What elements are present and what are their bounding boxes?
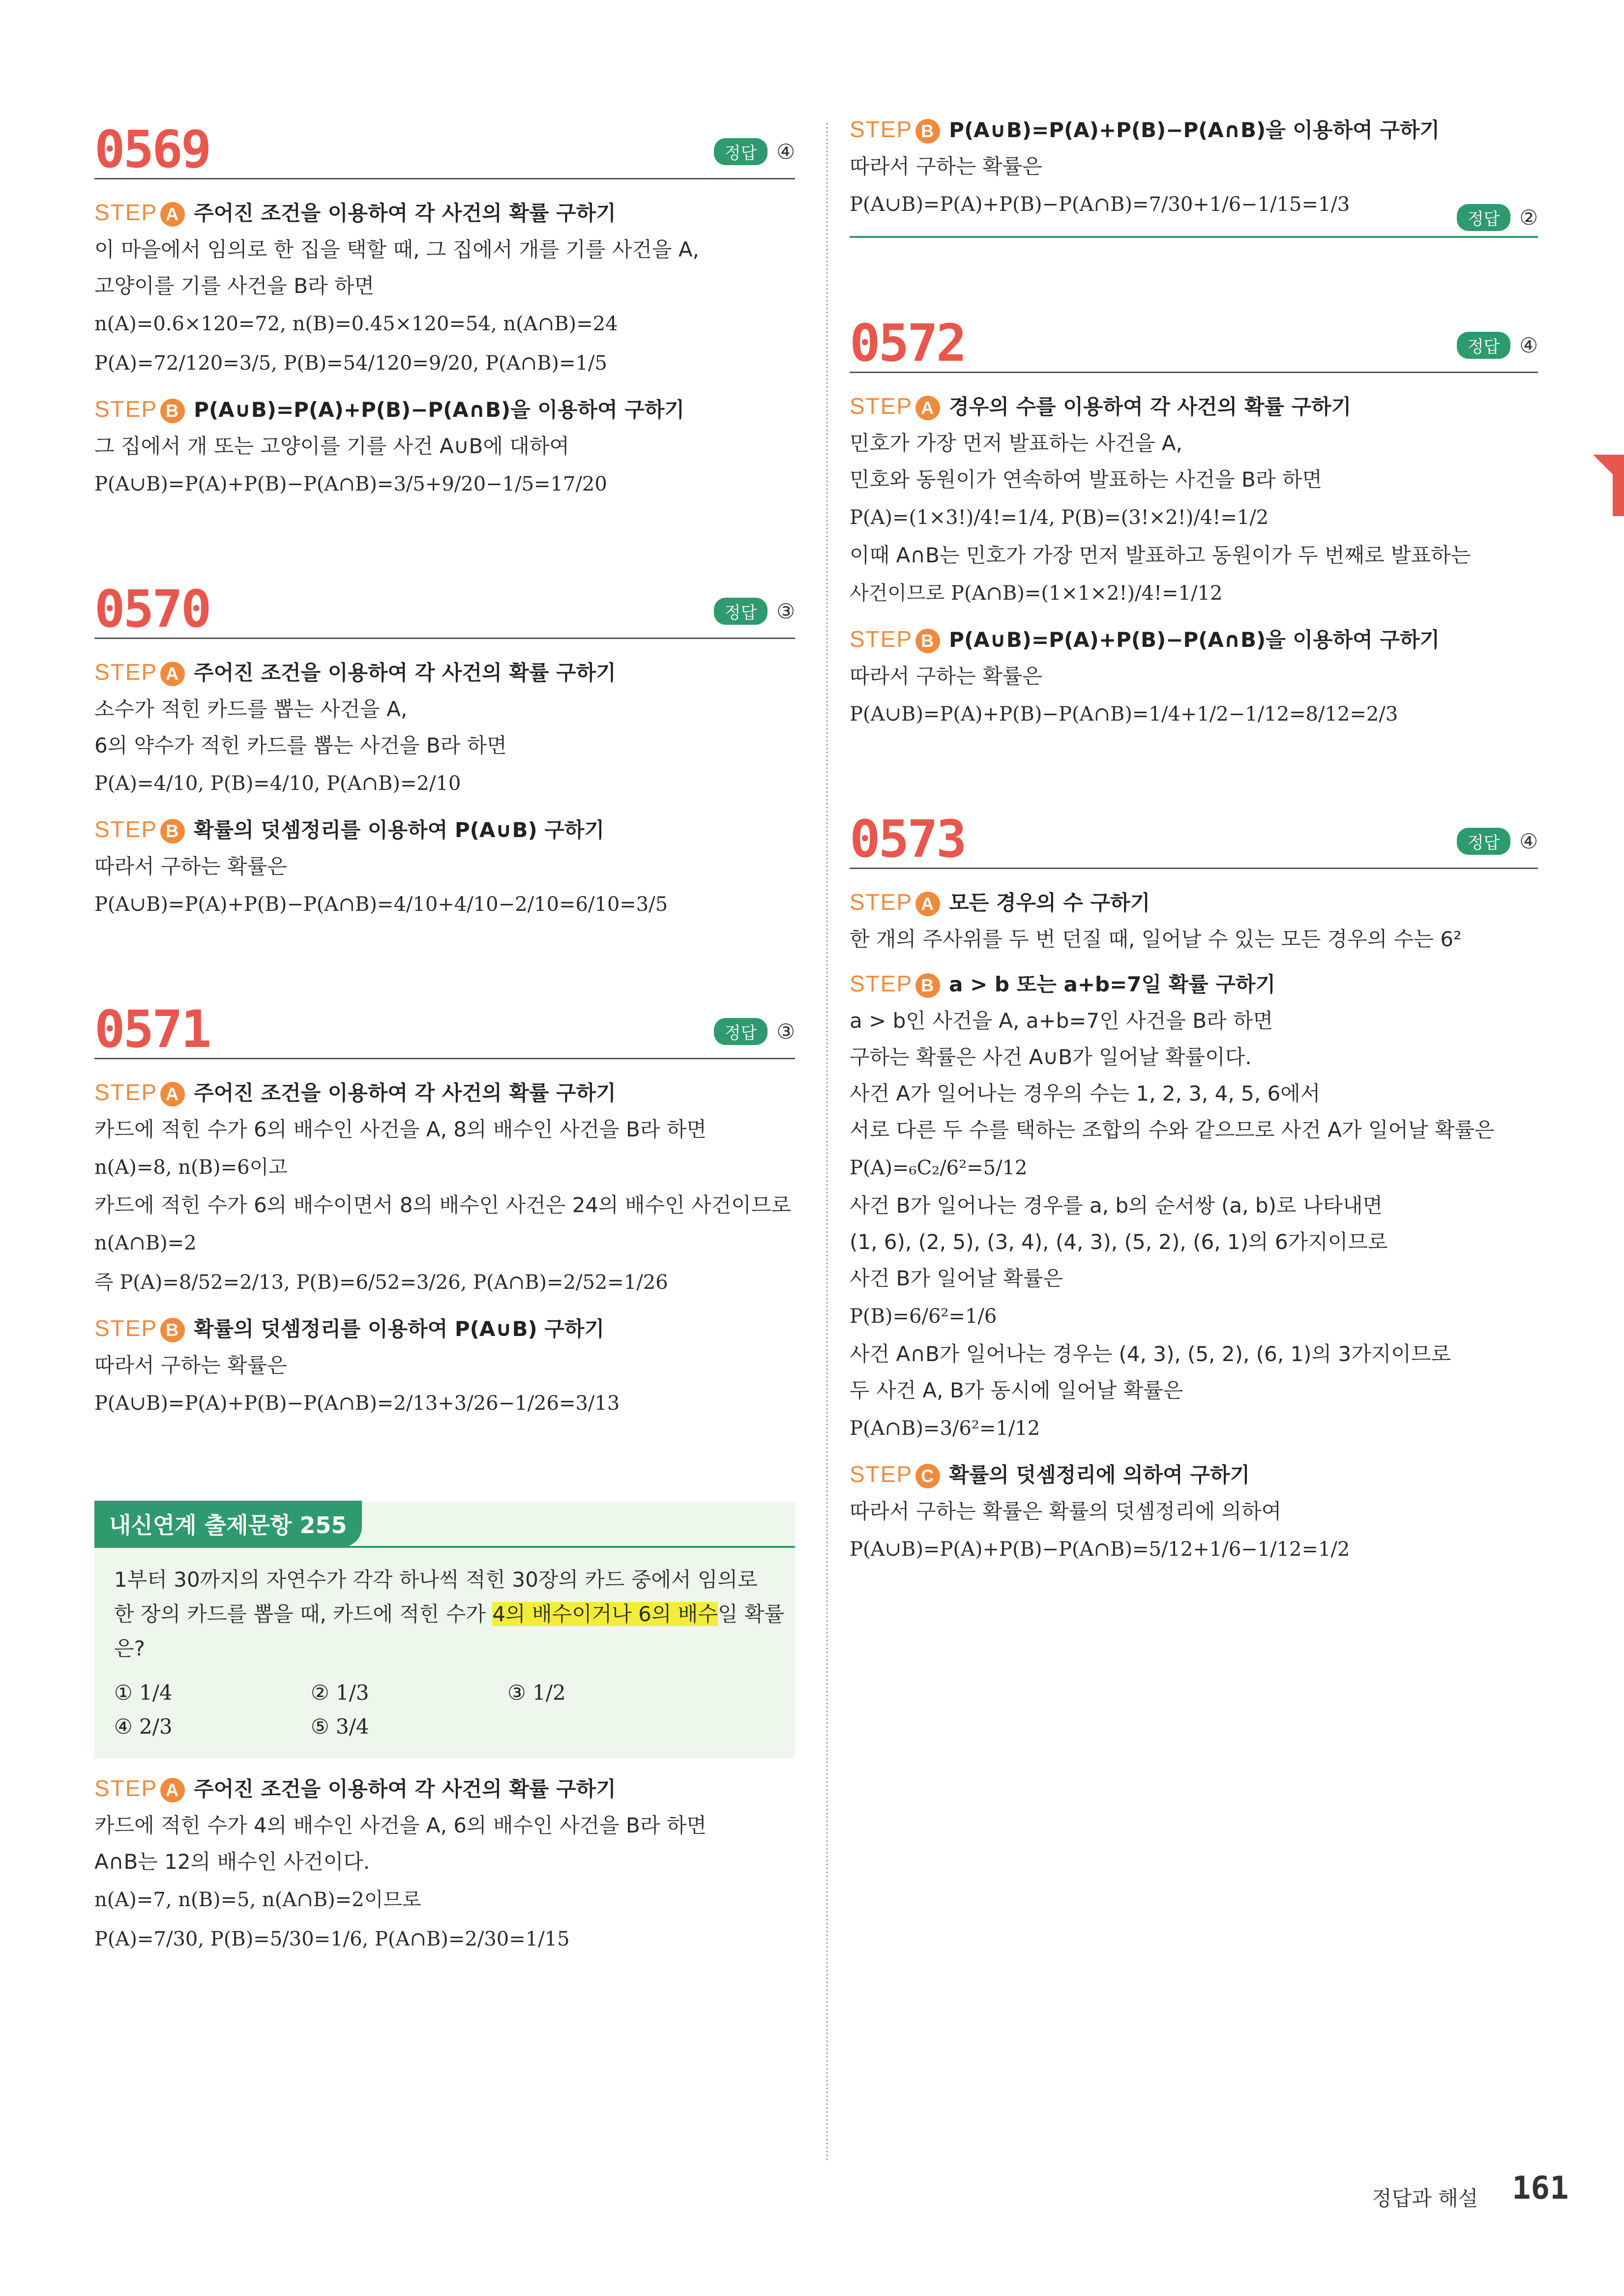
step-word: STEP [94,659,158,685]
problem-header [94,119,795,179]
step-title: 모든 경우의 수 구하기 [949,891,1151,915]
text-line: 그 집에서 개 또는 고양이를 기를 사건 A∪B에 대하여 [94,434,569,458]
step-title: 주어진 조건을 이용하여 각 사건의 확률 구하기 [194,201,616,225]
exam-link-label: 내신연계 출제문항 255 [94,1501,362,1547]
step-word: STEP [94,816,158,842]
step-title: 주어진 조건을 이용하여 각 사건의 확률 구하기 [194,1081,616,1105]
footer-label: 정답과 해설 [1372,2186,1478,2210]
right-column [850,116,1538,1648]
step-word: STEP [850,116,913,142]
exam-link-solution [94,1773,795,1959]
text-line: 이때 A∩B는 민호가 가장 먼저 발표하고 동원이가 두 번째로 발표하는 [850,543,1471,567]
text-line: 소수가 적힌 카드를 뽑는 사건을 A, [94,697,408,721]
text-line: 사건 B가 일어나는 경우를 a, b의 순서쌍 (a, b)로 나타내면 [850,1193,1383,1218]
left-column [94,119,795,1959]
answer-choice: ④ [1519,333,1538,357]
step-heading [850,624,1538,653]
question-text: 일 확률 [717,1602,785,1626]
step-letter-badge: B [915,629,940,653]
problem-0571 [94,999,795,1423]
question-line: 1부터 30까지의 자연수가 각각 하나씩 적힌 30장의 카드 중에서 임의로 [114,1568,758,1592]
problem-number: 0571 [94,999,210,1059]
step-word: STEP [850,393,913,419]
step-letter-badge: A [915,892,940,916]
problem-header [850,313,1538,373]
equation-line: n(A)=7, n(B)=5, n(A∩B)=2이므로 [94,1889,421,1911]
problem-number: 0570 [94,579,210,639]
answer-choice: ③ [776,599,795,623]
step-tag [850,970,940,998]
problem-number: 0573 [850,809,965,869]
choice-option: ③ 1/2 [507,1681,566,1705]
equation-line: n(A)=0.6×120=72, n(B)=0.45×120=54, n(A∩B)=24 [94,313,618,335]
step-tag [850,626,940,653]
step-tag [94,1079,185,1106]
answer-badge: 정답 [714,598,768,625]
step-heading [94,657,795,686]
step-word: STEP [94,396,158,422]
text-line: 고양이를 기를 사건을 B라 하면 [94,274,375,298]
exam-link-box [94,1502,795,1758]
chapter-side-tab [1613,455,1624,516]
choice-option: ④ 2/3 [114,1715,173,1739]
exam-link-body [94,1548,795,1739]
step-tag [94,396,185,423]
step-title: a > b 또는 a+b=7일 확률 구하기 [949,972,1276,996]
step-tag [94,659,185,686]
text-line: 사건 A가 일어나는 경우의 수는 1, 2, 3, 4, 5, 6에서 [850,1081,1321,1105]
step-title: P(A∪B)=P(A)+P(B)−P(A∩B)을 이용하여 구하기 [194,398,685,422]
step-tag [850,889,940,916]
step-word: STEP [850,971,913,996]
answer-marker [1457,332,1538,359]
problem-0570 [94,579,795,924]
side-tab-tip [1593,455,1613,474]
step-heading [94,1773,795,1802]
answer-choice: ③ [776,1019,795,1044]
problem-number: 0569 [94,119,210,179]
text-line: 6의 약수가 적힌 카드를 뽑는 사건을 B라 하면 [94,733,507,757]
step-tag [94,1315,185,1342]
step-heading [94,197,795,227]
problem-0572 [850,313,1538,734]
answer-marker [1457,204,1538,231]
step-heading [850,391,1538,420]
text-line: 사건 B가 일어날 확률은 [850,1266,1063,1290]
answer-marker [714,1018,795,1045]
step-letter-badge: B [160,399,185,423]
step-letter-badge: A [160,1082,185,1106]
text-line: 따라서 구하는 확률은 [94,1353,287,1377]
text-line: 카드에 적힌 수가 6의 배수이면서 8의 배수인 사건은 24의 배수인 사건이므로 [94,1193,791,1217]
question-line [114,1597,785,1631]
text-line: 카드에 적힌 수가 4의 배수인 사건을 A, 6의 배수인 사건을 B라 하면 [94,1813,707,1837]
column-divider [826,123,828,2163]
step-title: 확률의 덧셈정리에 의하여 구하기 [949,1463,1250,1487]
step-title: 확률의 덧셈정리를 이용하여 P(A∪B) 구하기 [194,1317,605,1341]
step-heading [94,394,795,423]
text-line: 따라서 구하는 확률은 [850,664,1042,688]
step-word: STEP [94,1315,158,1341]
problem-0569 [94,119,795,504]
problem-header [94,579,795,639]
text-line: a > b인 사건을 A, a+b=7인 사건을 B라 하면 [850,1009,1273,1033]
step-heading [850,968,1538,998]
equation-line: 즉 P(A)=8/52=2/13, P(B)=6/52=3/26, P(A∩B)=2/52=1/26 [94,1271,668,1294]
step-word: STEP [850,626,913,652]
choice-option: ① 1/4 [114,1681,173,1705]
step-title: P(A∪B)=P(A)+P(B)−P(A∩B)을 이용하여 구하기 [949,628,1440,652]
step-heading [850,1459,1538,1488]
step-tag [850,393,940,420]
equation-line: P(A∪B)=P(A)+P(B)−P(A∩B)=2/13+3/26−1/26=3/13 [94,1392,620,1415]
problem-header [94,999,795,1059]
answer-marker [1457,828,1538,855]
answer-choice: ② [1519,205,1538,230]
text-line: 민호가 가장 먼저 발표하는 사건을 A, [850,431,1182,455]
text-line: (1, 6), (2, 5), (3, 4), (4, 3), (5, 2), (6, 1)의 6가지이므로 [850,1230,1388,1254]
step-letter-badge: B [915,973,940,998]
equation-line: P(A∪B)=P(A)+P(B)−P(A∩B)=7/30+1/6−1/15=1/3 [850,193,1350,216]
text-line: 사건 A∩B가 일어나는 경우는 (4, 3), (5, 2), (6, 1)의 3가지이므로 [850,1342,1451,1366]
text-line: 카드에 적힌 수가 6의 배수인 사건을 A, 8의 배수인 사건을 B라 하면 [94,1117,707,1141]
step-tag [94,199,185,227]
question-text: 한 장의 카드를 뽑을 때, 카드에 적힌 수가 [114,1602,493,1626]
text-line: 구하는 확률은 사건 A∪B가 일어날 확률이다. [850,1045,1252,1069]
text-line: 따라서 구하는 확률은 [94,854,287,878]
equation-line: 사건이므로 P(A∩B)=(1×1×2!)/4!=1/12 [850,582,1223,605]
equation-line: P(A)=72/120=3/5, P(B)=54/120=9/20, P(A∩B)=1/5 [94,352,607,375]
answer-badge: 정답 [1457,332,1511,359]
equation-line: P(A∪B)=P(A)+P(B)−P(A∩B)=5/12+1/6−1/12=1/2 [850,1538,1350,1561]
question-highlight: 4의 배수이거나 6의 배수 [492,1602,718,1626]
step-heading [850,887,1538,916]
answer-marker [714,598,795,625]
step-word: STEP [94,1775,158,1801]
equation-line: P(A∪B)=P(A)+P(B)−P(A∩B)=1/4+1/2−1/12=8/12=2/3 [850,703,1398,726]
answer-badge: 정답 [1457,828,1511,855]
step-letter-badge: B [160,1318,185,1342]
choice-option: ② 1/3 [311,1681,369,1705]
step-letter-badge: B [915,119,940,144]
step-letter-badge: C [915,1464,940,1488]
text-line: 서로 다른 두 수를 택하는 조합의 수와 같으므로 사건 A가 일어날 확률은 [850,1118,1495,1142]
answer-choice: ④ [776,140,795,164]
equation-line: P(A)=4/10, P(B)=4/10, P(A∩B)=2/10 [94,772,461,795]
problem-header [850,809,1538,869]
step-letter-badge: A [160,202,185,227]
step-title: 주어진 조건을 이용하여 각 사건의 확률 구하기 [194,1777,616,1801]
question-line: 은? [114,1636,145,1660]
text-line: 민호와 동원이가 연속하여 발표하는 사건을 B라 하면 [850,467,1322,492]
equation-line: n(A)=8, n(B)=6이고 [94,1156,288,1179]
step-title: 확률의 덧셈정리를 이용하여 P(A∪B) 구하기 [194,818,605,842]
text-line: 이 마을에서 임의로 한 집을 택할 때, 그 집에서 개를 기를 사건을 A, [94,237,699,262]
step-word: STEP [94,1079,158,1105]
text-line: 두 사건 A, B가 동시에 일어날 확률은 [850,1378,1183,1402]
answer-badge: 정답 [1457,204,1511,231]
text-line: 한 개의 주사위를 두 번 던질 때, 일어날 수 있는 모든 경우의 수는 6² [850,927,1462,951]
step-tag [850,1461,940,1488]
page-number: 161 [1512,2170,1569,2207]
equation-line: P(A)=(1×3!)/4!=1/4, P(B)=(3!×2!)/4!=1/2 [850,506,1269,529]
answer-choices [114,1681,775,1739]
equation-line: P(A∩B)=3/6²=1/12 [850,1417,1040,1440]
step-tag [94,816,185,843]
equation-line: P(A)=₆C₂/6²=5/12 [850,1157,1028,1179]
equation-line: P(A)=7/30, P(B)=5/30=1/6, P(A∩B)=2/30=1/15 [94,1928,570,1950]
problem-number: 0572 [850,313,965,373]
equation-line: P(B)=6/6²=1/6 [850,1305,997,1328]
step-letter-badge: B [160,819,185,843]
step-word: STEP [94,200,158,225]
step-title: P(A∪B)=P(A)+P(B)−P(A∩B)을 이용하여 구하기 [949,118,1440,142]
step-letter-badge: A [160,662,185,686]
step-tag [850,116,940,144]
exam-link-header [94,1502,795,1548]
step-heading [94,1313,795,1342]
equation-line: P(A∪B)=P(A)+P(B)−P(A∩B)=4/10+4/10−2/10=6/10=3/5 [94,893,668,916]
answer-choice: ④ [1519,829,1538,853]
answer-badge: 정답 [714,1018,768,1045]
text-line: A∩B는 12의 배수인 사건이다. [94,1850,370,1874]
step-heading [94,1077,795,1106]
step-letter-badge: A [160,1778,185,1802]
text-line: 따라서 구하는 확률은 [850,154,1042,178]
section-rule [850,236,1538,238]
step-heading [94,814,795,843]
answer-badge: 정답 [714,138,768,165]
step-letter-badge: A [915,396,940,420]
problem-0571-continued [850,114,1538,238]
choice-option: ⑤ 3/4 [311,1715,369,1739]
answer-marker [714,138,795,165]
step-heading [850,114,1538,144]
step-word: STEP [850,1461,913,1487]
equation-line: n(A∩B)=2 [94,1232,197,1254]
equation-line: P(A∪B)=P(A)+P(B)−P(A∩B)=3/5+9/20−1/5=17/20 [94,473,607,495]
problem-0573 [850,809,1538,1569]
step-tag [94,1775,185,1802]
step-title: 주어진 조건을 이용하여 각 사건의 확률 구하기 [194,661,616,685]
text-line: 따라서 구하는 확률은 확률의 덧셈정리에 의하여 [850,1499,1282,1523]
step-word: STEP [850,889,913,915]
step-title: 경우의 수를 이용하여 각 사건의 확률 구하기 [949,395,1352,419]
